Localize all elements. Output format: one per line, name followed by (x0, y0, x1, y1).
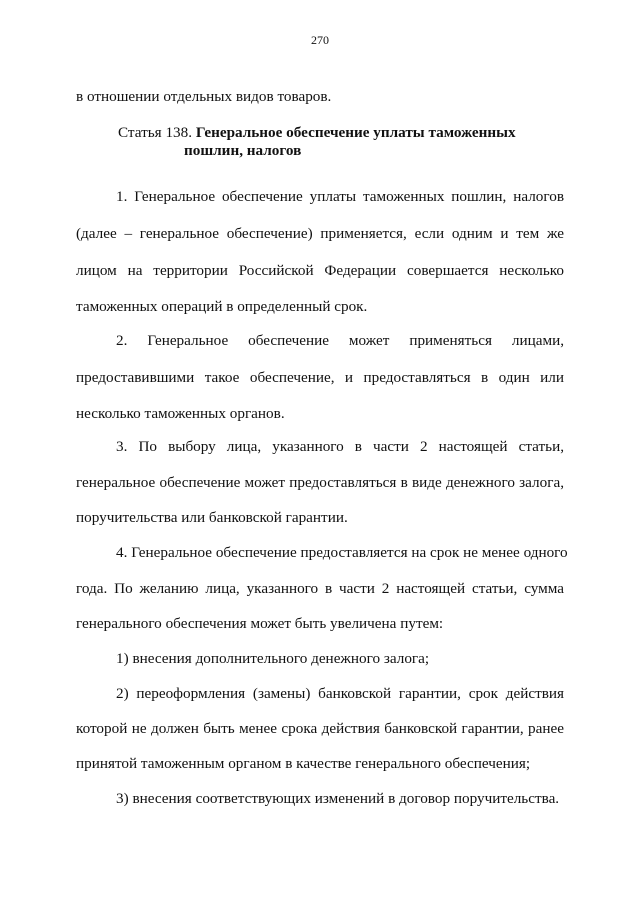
paragraph-line: лицом на территории Российской Федерации совершается несколько (76, 262, 564, 279)
article-title-line1: Генеральное обеспечение уплаты таможенных (195, 124, 516, 141)
paragraph-line: 3. По выбору лица, указанного в части 2 настоящей статьи, (116, 438, 564, 455)
paragraph-line: которой не должен быть менее срока действия банковской гарантии, ранее (76, 720, 564, 737)
paragraph-line: генеральное обеспечение может предоставляться в виде денежного залога, (76, 474, 564, 491)
paragraph-line: несколько таможенных органов. (76, 405, 285, 422)
paragraph-line: таможенных операций в определенный срок. (76, 298, 368, 315)
paragraph-line: 4. Генеральное обеспечение предоставляется на срок не менее одного (116, 544, 568, 561)
paragraph-line: 2. Генеральное обеспечение может применяться лицами, (116, 332, 564, 349)
continuation-text: в отношении отдельных видов товаров. (76, 88, 332, 105)
paragraph-line: 1) внесения дополнительного денежного залога; (116, 650, 430, 667)
article-label: Статья 138. (118, 124, 193, 141)
paragraph-line: генерального обеспечения может быть увеличена путем: (76, 615, 444, 632)
paragraph-line: принятой таможенным органом в качестве генерального обеспечения; (76, 755, 531, 772)
page-number: 270 (311, 33, 329, 47)
paragraph-line: предоставившими такое обеспечение, и предоставляться в один или (76, 369, 564, 386)
paragraph-line: 1. Генеральное обеспечение уплаты таможенных пошлин, налогов (116, 188, 564, 205)
article-heading (118, 124, 538, 142)
paragraph-line: (далее – генеральное обеспечение) применяется, если одним и тем же (76, 225, 564, 242)
article-title-line2: пошлин, налогов (184, 142, 302, 159)
paragraph-line: поручительства или банковской гарантии. (76, 509, 348, 526)
paragraph-line: 3) внесения соответствующих изменений в договор поручительства. (116, 790, 560, 807)
paragraph-line: года. По желанию лица, указанного в части 2 настоящей статьи, сумма (76, 580, 564, 597)
paragraph-line: 2) переоформления (замены) банковской гарантии, срок действия (116, 685, 564, 702)
